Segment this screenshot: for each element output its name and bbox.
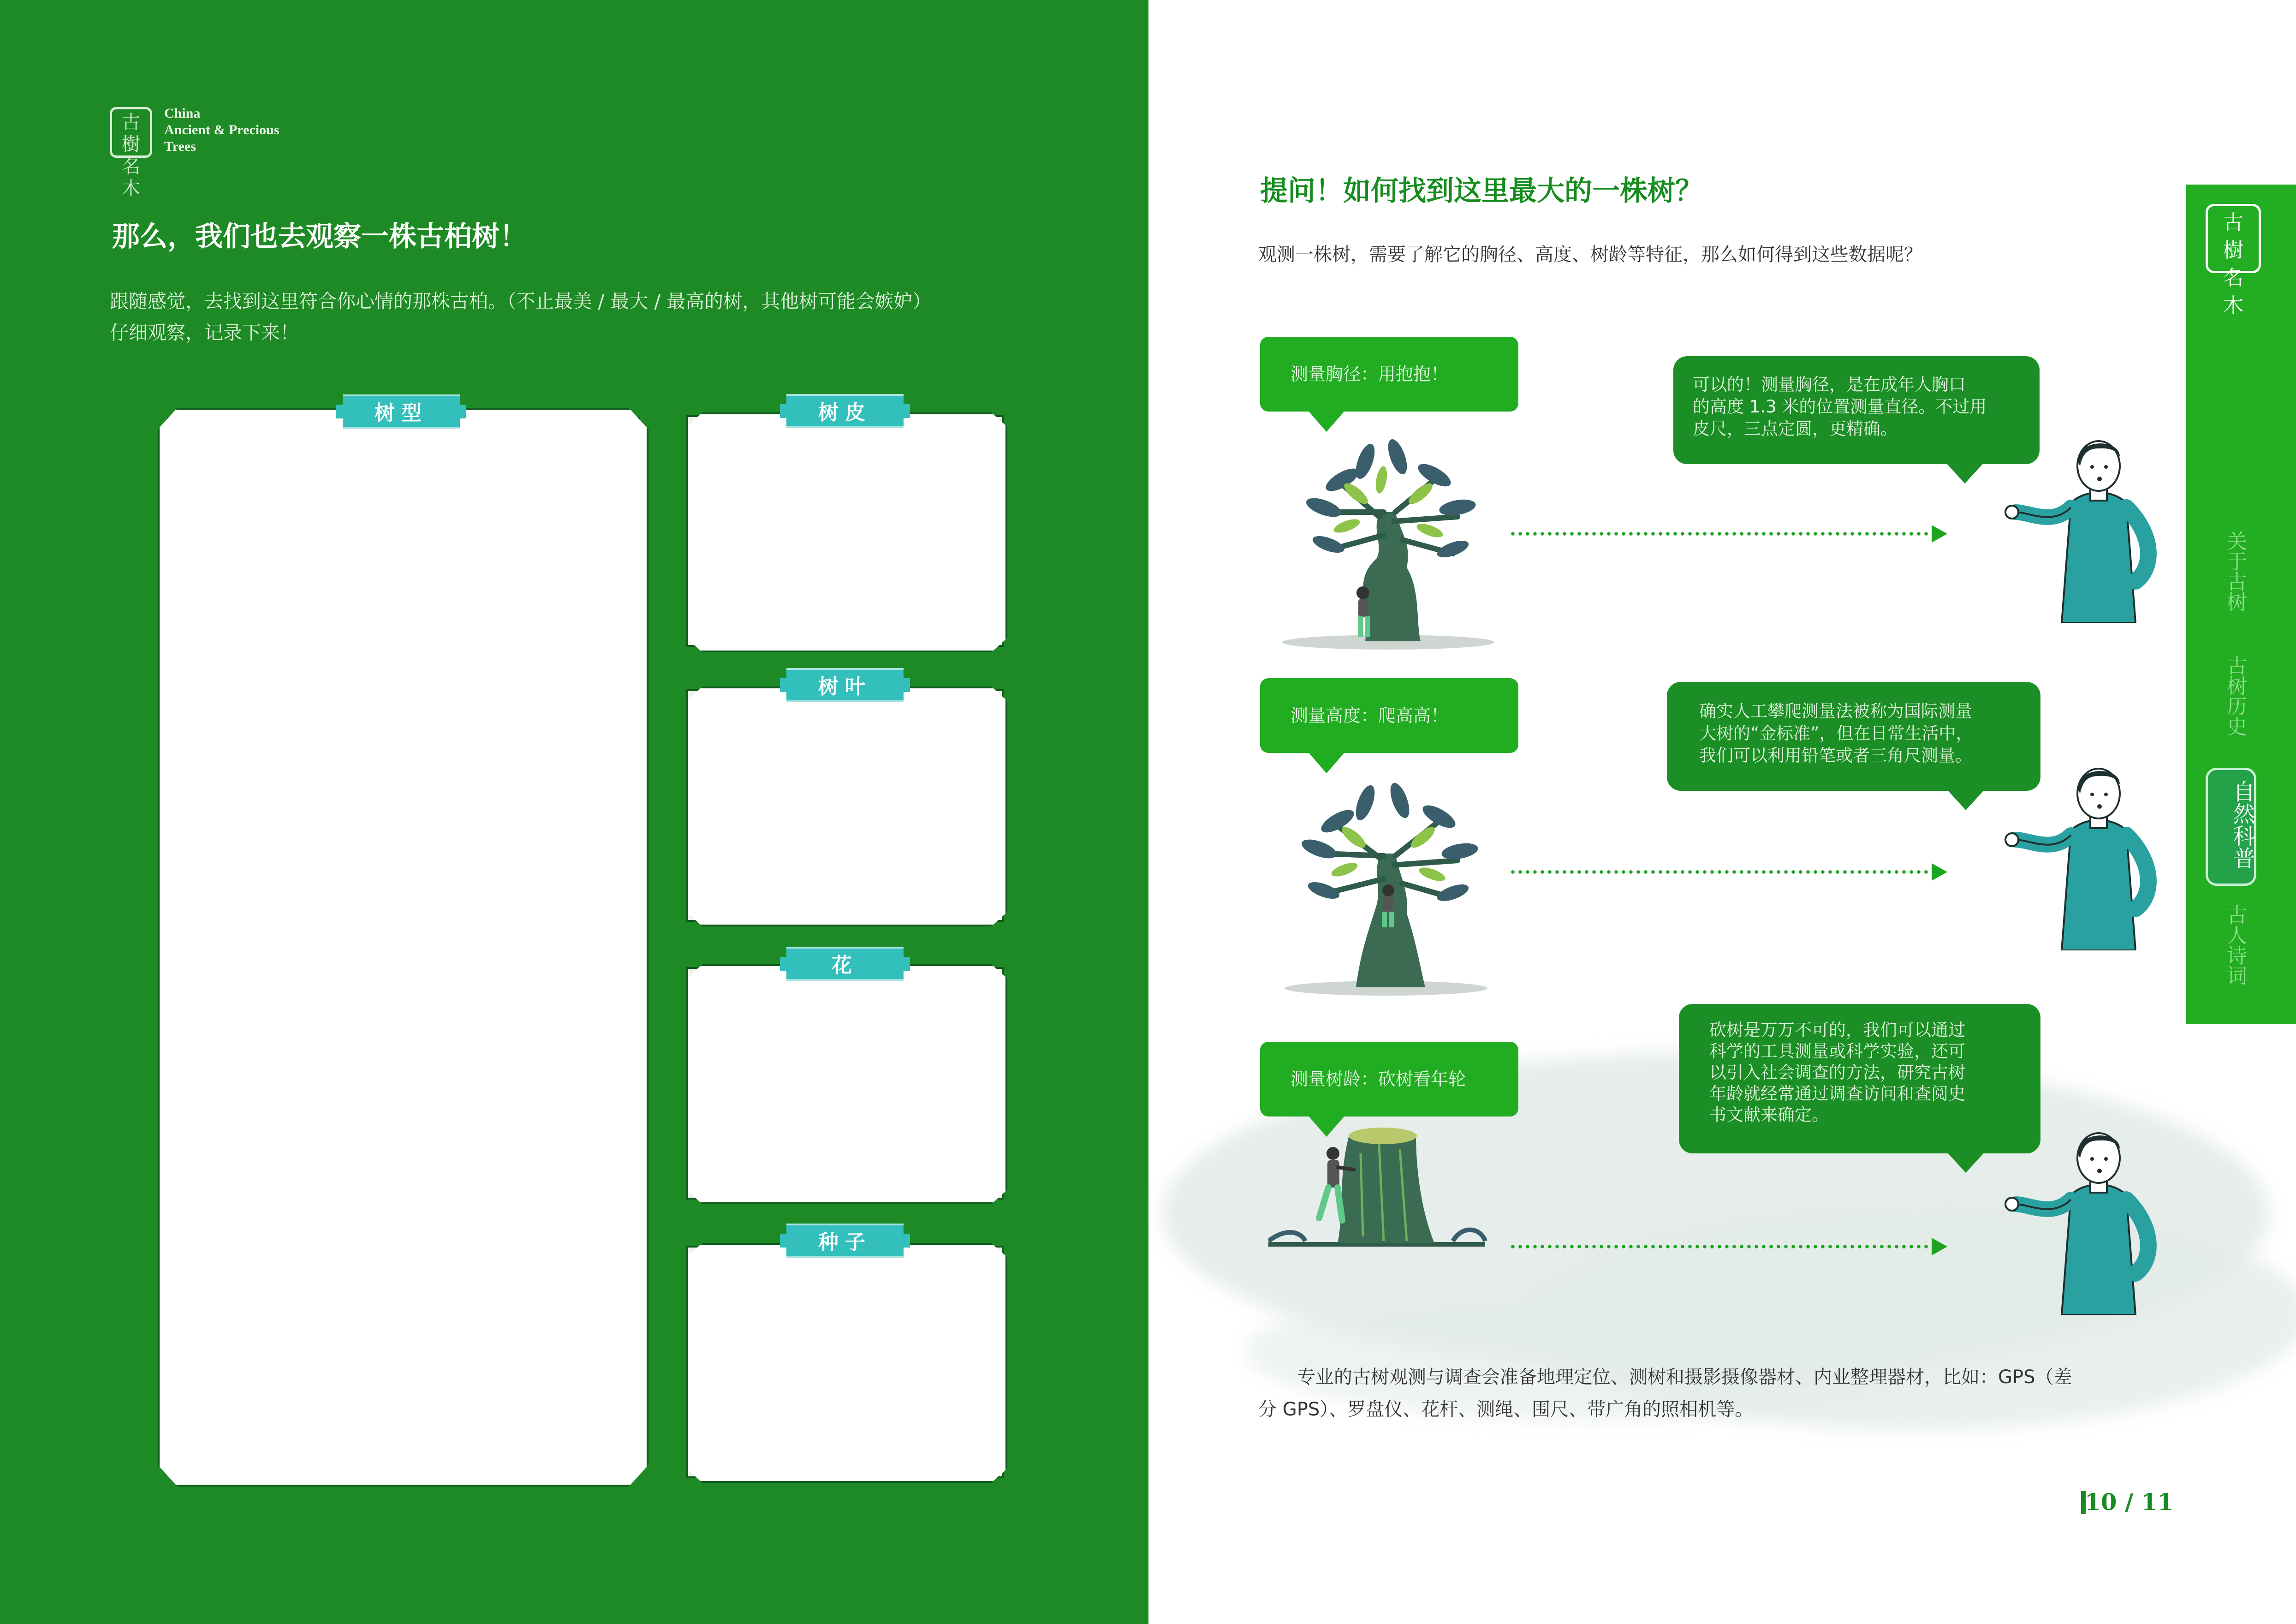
brand-line-2: Ancient & Precious [164, 122, 280, 137]
answer-bubble-height [1667, 682, 2040, 791]
brand-logo-glyphs: 古樹名木 [122, 112, 140, 199]
nav-item-science-active[interactable] [2206, 768, 2256, 886]
dotted-arrow-icon [1509, 870, 1933, 874]
brand-name [164, 105, 279, 155]
answer-line: 我们可以利用铅笔或者三角尺测量。 [1699, 746, 1972, 765]
card-leaf[interactable] [686, 687, 1007, 926]
answer-line: 年龄就经常通过调查访问和查阅史 [1709, 1084, 1965, 1104]
answer-line: 的高度 1.3 米的位置测量直径。不过用 [1693, 397, 1987, 417]
card-flower[interactable] [686, 964, 1007, 1204]
question-bubble-height: 测量高度：爬高高！ [1260, 678, 1518, 753]
answer-line: 书文献来确定。 [1709, 1105, 1829, 1125]
answer-line: 确实人工攀爬测量法被称为国际测量 [1699, 701, 1972, 721]
tag-leaf: 树叶 [786, 668, 904, 702]
tree-climb-illustration [1273, 775, 1499, 997]
answer-line: 砍树是万万不可的，我们可以通过 [1709, 1020, 1965, 1040]
brand-logo-icon [110, 107, 152, 199]
tree-stump-illustration [1268, 1126, 1490, 1250]
question-bubble-age: 测量树龄：砍树看年轮 [1260, 1042, 1518, 1116]
page-number: 10 / 11 [2085, 1488, 2174, 1516]
answer-line: 可以的！测量胸径，是在成年人胸口 [1693, 375, 1966, 394]
answer-line: 大树的“金标准”，但在日常生活中， [1699, 723, 1973, 743]
brand-line-1: China [164, 106, 201, 121]
person-pointing-illustration [2002, 766, 2186, 950]
card-bark[interactable] [686, 412, 1007, 652]
person-pointing-illustration [2002, 438, 2186, 623]
tag-flower: 花 [786, 947, 904, 981]
answer-line: 科学的工具测量或科学实验，还可 [1709, 1041, 1965, 1061]
tree-hug-illustration [1273, 429, 1504, 651]
question-intro: 观测一株树，需要了解它的胸径、高度、树龄等特征，那么如何得到这些数据呢？ [1258, 244, 1922, 265]
question-title: 提问！如何找到这里最大的一株树？ [1260, 175, 1703, 207]
paragraph-line: 专业的古树观测与调查会准备地理定位、测树和摄影摄像器材、内业整理器材，比如：GPS（差 [1297, 1367, 2072, 1388]
tag-seed: 种子 [786, 1224, 904, 1258]
side-logo-icon [2206, 204, 2261, 317]
nav-item-science-label: 自然科普 [2229, 780, 2255, 869]
answer-bubble-age [1679, 1004, 2040, 1153]
dotted-arrow-icon [1509, 532, 1933, 536]
card-seed[interactable] [686, 1243, 1007, 1483]
answer-line: 以引入社会调查的方法，研究古树 [1709, 1063, 1965, 1082]
left-page-title: 那么，我们也去观察一株古柏树！ [112, 221, 527, 253]
answer-bubble-dbh [1673, 356, 2040, 464]
tag-tree-shape: 树型 [343, 394, 460, 429]
nav-item-about[interactable]: 关于古树 [2223, 531, 2247, 612]
person-pointing-illustration [2002, 1130, 2186, 1315]
side-logo-glyphs: 古樹名木 [2223, 211, 2243, 317]
nav-item-poetry[interactable]: 古人诗词 [2223, 904, 2247, 985]
paragraph-line: 分 GPS）、罗盘仪、花杆、测绳、围尺、带广角的照相机等。 [1258, 1399, 1754, 1420]
nav-item-history[interactable]: 古树历史 [2223, 655, 2247, 736]
brand-line-3: Trees [164, 139, 196, 154]
left-body-line-1: 跟随感觉，去找到这里符合你心情的那株古柏。（不止最美 / 最大 / 最高的树，其他树可能会嫉妒） [110, 290, 932, 312]
equipment-paragraph [1258, 1361, 2072, 1426]
question-bubble-dbh: 测量胸径：用抱抱！ [1260, 337, 1518, 412]
left-body-line-2: 仔细观察，记录下来！ [110, 322, 299, 344]
card-tree-shape[interactable] [158, 408, 648, 1487]
answer-line: 皮尺，三点定圆，更精确。 [1693, 419, 1897, 439]
dotted-arrow-icon [1509, 1245, 1933, 1248]
tag-bark: 树皮 [786, 394, 904, 428]
